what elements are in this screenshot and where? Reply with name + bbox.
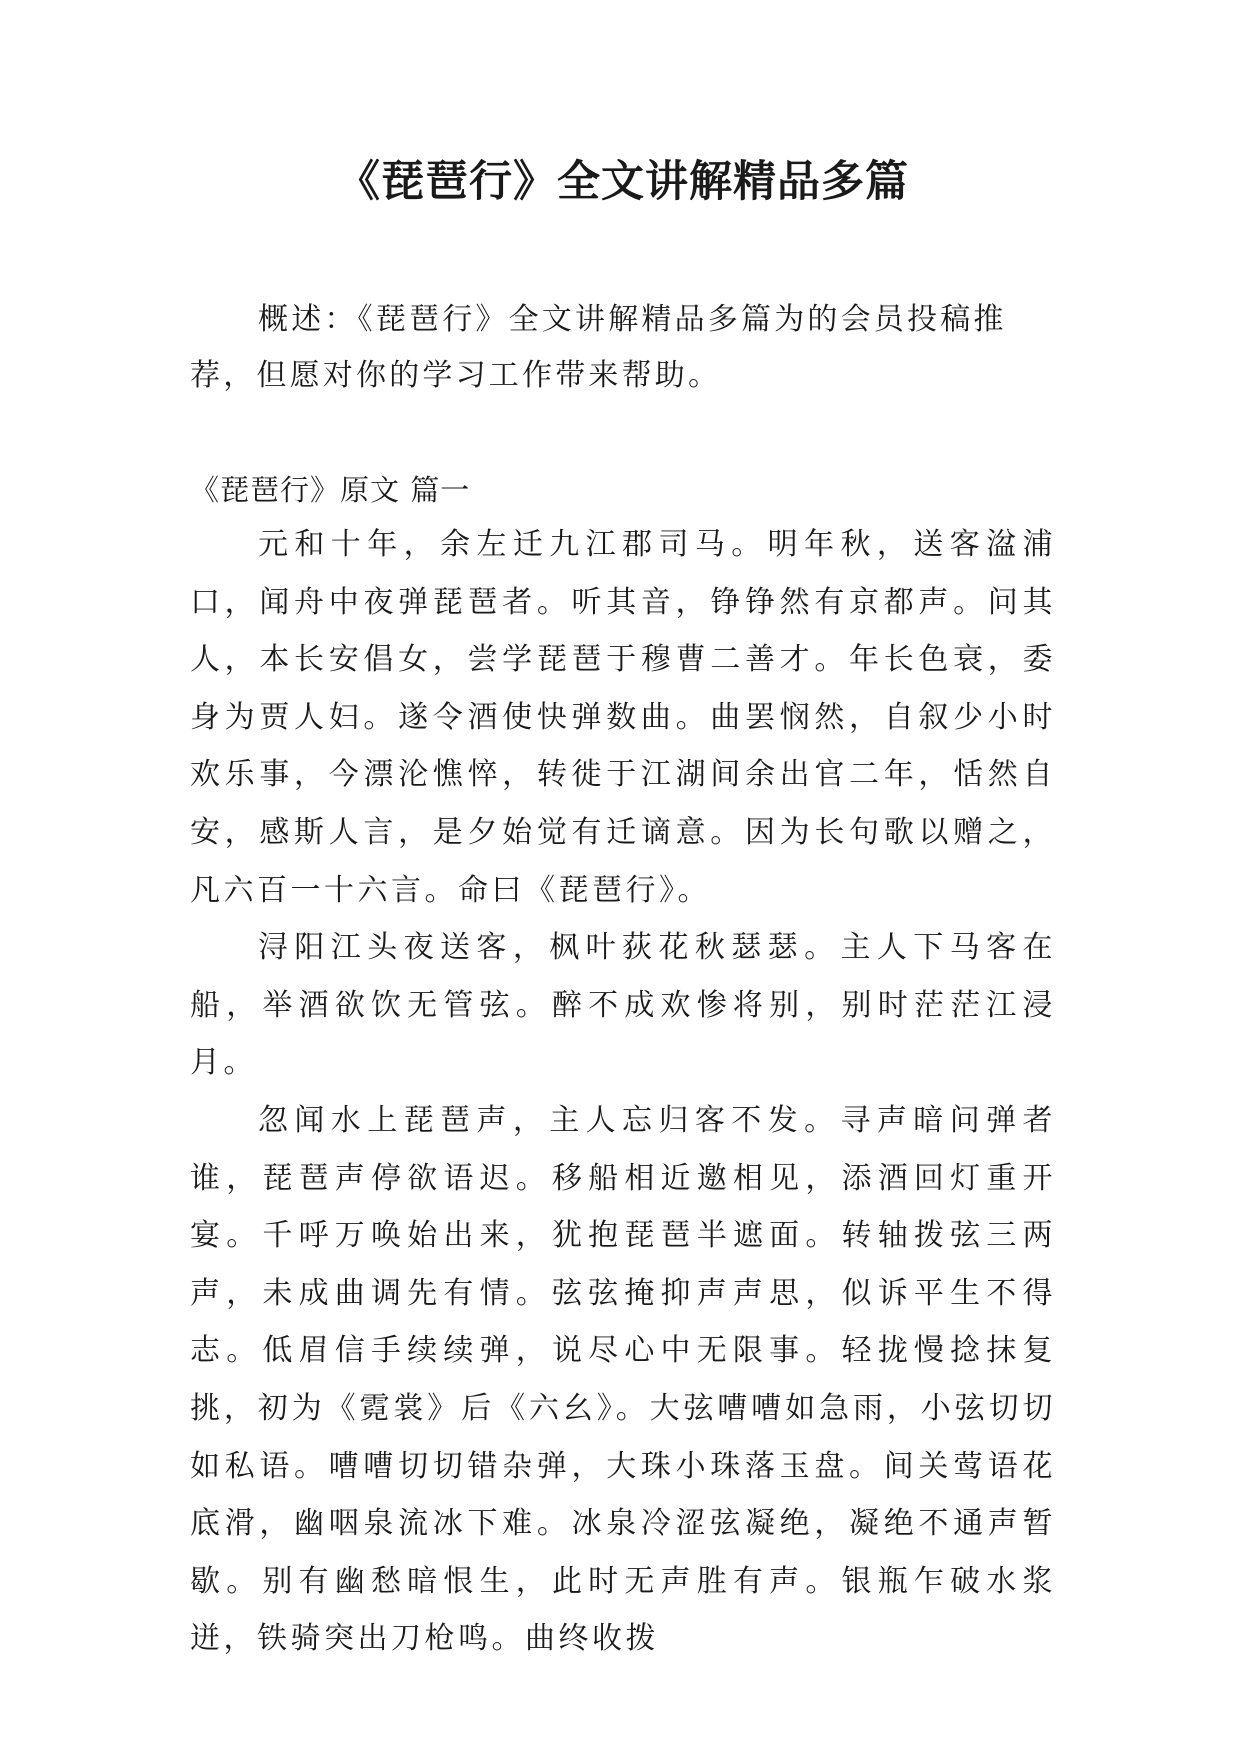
document-summary: 概述：《琵琶行》全文讲解精品多篇为的会员投稿推荐，但愿对你的学习工作带来帮助。 xyxy=(190,302,1007,393)
body-paragraph: 浔阳江头夜送客，枫叶荻花秋瑟瑟。主人下马客在船，举酒欲饮无管弦。醉不成欢惨将别，别时茫茫江浸月。 xyxy=(190,930,1056,1081)
section-heading: 《琵琶行》原文 篇一 xyxy=(190,473,471,507)
body-paragraph: 元和十年，余左迁九江郡司马。明年秋，送客湓浦口，闻舟中夜弹琵琶者。听其音，铮铮然有京都声。问其人，本长安倡女，尝学琵琶于穆曹二善才。年长色衰，委身为贾人妇。遂令酒使快弹数曲。曲罢悯然，自叙少小时欢乐事，今漂沦憔悴，转徙于江湖间余出官二年，恬然自安，感斯人言，是夕始觉有迁谪意。因为长句歌以赠之，凡六百一十六言。命曰《琵琶行》。 xyxy=(190,527,1056,908)
document-body xyxy=(190,516,1056,1668)
document-title: 《琵琶行》全文讲解精品多篇 xyxy=(337,157,909,207)
body-paragraph: 忽闻水上琵琶声，主人忘归客不发。寻声暗问弹者谁，琵琶声停欲语迟。移船相近邀相见，添酒回灯重开宴。千呼万唤始出来，犹抱琵琶半遮面。转轴拨弦三两声，未成曲调先有情。弦弦掩抑声声思，似诉平生不得志。低眉信手续续弹，说尽心中无限事。轻拢慢捻抹复挑，初为《霓裳》后《六幺》。大弦嘈嘈如急雨，小弦切切如私语。嘈嘈切切错杂弹，大珠小珠落玉盘。间关莺语花底滑，幽咽泉流冰下难。冰泉冷涩弦凝绝，凝绝不通声暂歇。别有幽愁暗恨生，此时无声胜有声。银瓶乍破水浆迸，铁骑突出刀枪鸣。曲终收拨 xyxy=(190,1102,1056,1657)
